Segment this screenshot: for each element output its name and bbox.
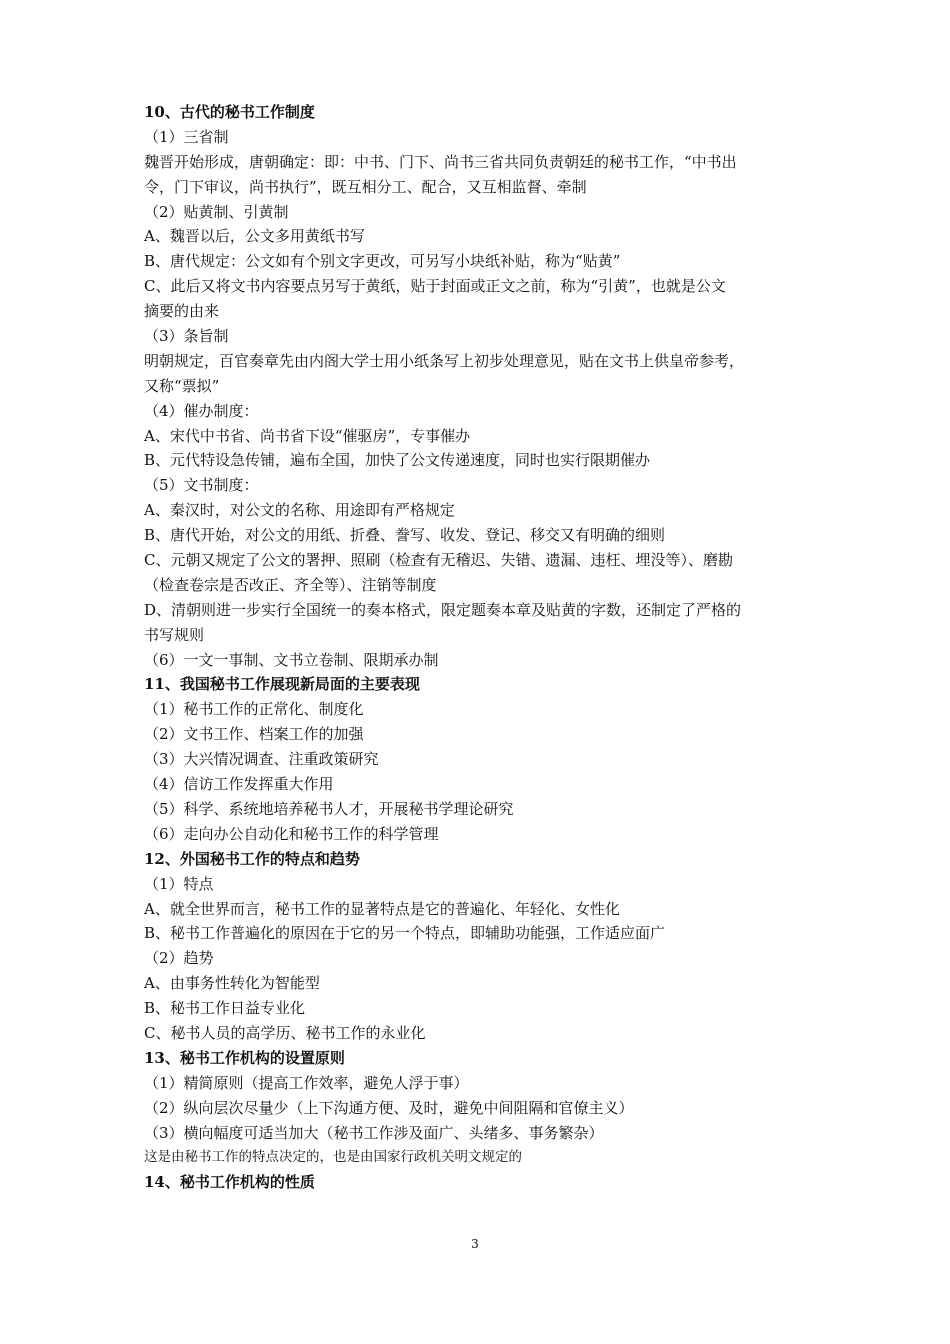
section-heading: 10、古代的秘书工作制度 [144, 103, 315, 121]
section-heading: 14、秘书工作机构的性质 [144, 1173, 315, 1192]
text-line: （2）贴黄制、引黄制 [144, 202, 289, 221]
text-line: 令，门下审议，尚书执行”，既互相分工、配合，又互相监督、牵制 [144, 177, 587, 196]
text-line: （1）秘书工作的正常化、制度化 [144, 700, 364, 719]
text-line: 又称“票拟” [144, 376, 220, 395]
text-line: A、宋代中书省、尚书省下设“催驱房”，专事催办 [144, 426, 471, 445]
text-line: （1）三省制 [144, 127, 229, 146]
text-line: （2）文书工作、档案工作的加强 [144, 725, 364, 744]
page-body [144, 100, 824, 1195]
text-line: D、清朝则进一步实行全国统一的奏本格式，限定题奏本章及贴黄的字数，还制定了严格的 [144, 600, 742, 619]
text-line: （5）科学、系统地培养秘书人才，开展秘书学理论研究 [144, 799, 514, 818]
text-line: （2）纵向层次尽量少（上下沟通方便、及时，避免中间阻隔和官僚主义） [144, 1098, 634, 1117]
text-line: B、秘书工作普遍化的原因在于它的另一个特点，即辅助功能强，工作适应面广 [144, 924, 666, 943]
text-line: （3）横向幅度可适当加大（秘书工作涉及面广、头绪多、事务繁杂） [144, 1123, 604, 1142]
text-line: C、此后又将文书内容要点另写于黄纸，贴于封面或正文之前，称为“引黄”，也就是公文 [144, 277, 726, 296]
text-line: 魏晋开始形成，唐朝确定：即：中书、门下、尚书三省共同负责朝廷的秘书工作，“中书出 [144, 152, 737, 171]
section-heading: 12、外国秘书工作的特点和趋势 [144, 849, 360, 868]
text-line: B、唐代开始，对公文的用纸、折叠、誊写、收发、登记、移交又有明确的细则 [144, 526, 666, 545]
text-line: 明朝规定，百官奏章先由内阁大学士用小纸条写上初步处理意见，贴在文书上供皇帝参考， [144, 351, 745, 370]
text-line: （2）趋势 [144, 949, 214, 968]
text-line: C、元朝又规定了公文的署押、照刷（检查有无稽迟、失错、遗漏、违枉、埋没等）、磨勘 [144, 551, 733, 570]
text-line: （5）文书制度： [144, 476, 259, 495]
text-line: （1）特点 [144, 874, 214, 893]
text-line: （4）催办制度： [144, 401, 259, 420]
section-heading: 11、我国秘书工作展现新局面的主要表现 [144, 675, 420, 694]
text-line: （3）大兴情况调查、注重政策研究 [144, 750, 379, 769]
section-heading: 13、秘书工作机构的设置原则 [144, 1048, 345, 1067]
text-line: A、秦汉时，对公文的名称、用途即有严格规定 [144, 501, 455, 520]
text-line: 这是由秘书工作的特点决定的，也是由国家行政机关明文规定的 [144, 1149, 522, 1166]
text-line: A、由事务性转化为智能型 [144, 974, 320, 993]
text-line: A、就全世界而言，秘书工作的显著特点是它的普遍化、年轻化、女性化 [144, 899, 620, 918]
text-line: C、秘书人员的高学历、秘书工作的永业化 [144, 1023, 426, 1042]
text-line: （3）条旨制 [144, 327, 229, 346]
text-line: （6）走向办公自动化和秘书工作的科学管理 [144, 824, 439, 843]
text-line: B、秘书工作日益专业化 [144, 999, 306, 1018]
text-line: （4）信访工作发挥重大作用 [144, 775, 334, 794]
text-line: 摘要的由来 [144, 302, 220, 321]
text-line: B、元代特设急传铺，遍布全国，加快了公文传递速度，同时也实行限期催办 [144, 451, 651, 470]
text-line: B、唐代规定：公文如有个别文字更改，可另写小块纸补贴，称为“贴黄” [144, 252, 621, 271]
text-line: （6）一文一事制、文书立卷制、限期承办制 [144, 650, 439, 669]
text-line: （检查卷宗是否改正、齐全等）、注销等制度 [144, 575, 437, 594]
text-line: （1）精简原则（提高工作效率，避免人浮于事） [144, 1073, 469, 1092]
text-line: 书写规则 [144, 625, 205, 644]
text-line: A、魏晋以后，公文多用黄纸书写 [144, 227, 365, 246]
page-number: 3 [471, 1237, 479, 1251]
